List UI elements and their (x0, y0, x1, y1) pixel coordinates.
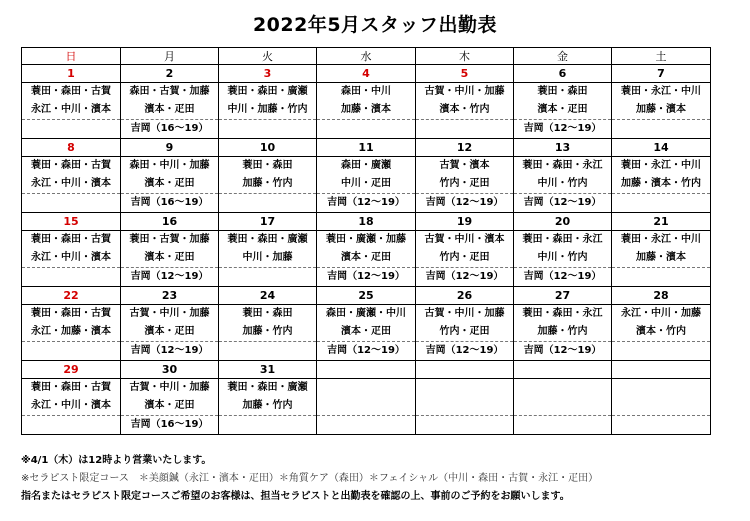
part-time-shift (22, 267, 120, 286)
day-cell (416, 83, 514, 139)
part-time-shift: 吉岡（12～19） (317, 341, 415, 360)
staff-line: 蓑田・森田・古賀 (31, 234, 111, 245)
staff-line: 永江・中川・濱本 (31, 252, 111, 263)
part-time-shift: 吉岡（12～19） (514, 341, 611, 360)
day-cell (317, 379, 416, 435)
staff-line: 濱本・疋田 (144, 326, 195, 337)
staff-line: 森田・古賀・加藤 (129, 86, 210, 97)
staff-line: 濱本・疋田 (144, 252, 195, 263)
weekday-header: 水 (317, 48, 416, 65)
staff-line: 濱本・疋田 (341, 326, 391, 337)
staff-line (612, 397, 710, 415)
day-cell (121, 379, 219, 435)
day-number (317, 361, 416, 379)
staff-line (317, 397, 415, 415)
day-number: 11 (317, 139, 416, 157)
part-time-shift (219, 193, 316, 212)
part-time-shift (219, 415, 316, 434)
staff-line: 古賀・中川・加藤 (424, 308, 505, 319)
day-cell (219, 157, 317, 213)
date-row (22, 213, 711, 231)
part-time-shift: 吉岡（12～19） (514, 119, 611, 138)
staff-line: 加藤・竹内 (242, 178, 293, 189)
staff-line: 蓑田・森田・古賀 (31, 308, 111, 319)
day-cell (514, 83, 612, 139)
staff-line: 森田・中川・加藤 (129, 160, 210, 171)
weekday-header: 金 (514, 48, 612, 65)
staff-line: 古賀・中川・加藤 (424, 86, 505, 97)
day-number: 30 (121, 361, 219, 379)
day-number: 15 (22, 213, 121, 231)
day-cell (612, 379, 711, 435)
staff-line: 古賀・中川・加藤 (129, 382, 210, 393)
staff-line: 永江・中川・濱本 (31, 178, 111, 189)
staff-line: 濱本・疋田 (144, 400, 195, 411)
staff-line: 濱本・竹内 (439, 104, 490, 115)
day-number: 24 (219, 287, 317, 305)
staff-row (22, 157, 711, 213)
staff-line: 蓑田・永江・中川 (621, 160, 701, 171)
day-cell (416, 379, 514, 435)
page-title: 2022年5月スタッフ出勤表 (252, 14, 498, 36)
part-time-shift (612, 267, 710, 286)
staff-line: 濱本・疋田 (537, 104, 588, 115)
part-time-shift: 吉岡（12～19） (416, 341, 513, 360)
day-cell (219, 83, 317, 139)
staff-line: 中川・加藤 (242, 252, 293, 263)
part-time-shift: 吉岡（12～19） (317, 193, 415, 212)
weekday-header: 月 (121, 48, 219, 65)
staff-line: 蓑田・森田・廣瀬 (227, 86, 308, 97)
part-time-shift: 吉岡（12～19） (514, 267, 611, 286)
staff-line (514, 379, 611, 397)
staff-line: 濱本・疋田 (341, 252, 391, 263)
part-time-shift (22, 193, 120, 212)
staff-line: 森田・中川 (341, 86, 391, 97)
staff-line: 永江・加藤・濱本 (31, 326, 111, 337)
staff-line: 中川・竹内 (537, 178, 588, 189)
part-time-shift: 吉岡（16～19） (121, 415, 218, 434)
staff-line: 森田・廣瀬 (341, 160, 391, 171)
staff-line: 加藤・濱本・竹内 (621, 178, 701, 189)
weekday-header: 木 (416, 48, 514, 65)
part-time-shift (612, 415, 710, 434)
day-number: 27 (514, 287, 612, 305)
staff-line (514, 397, 611, 415)
staff-line: 加藤・竹内 (242, 326, 293, 337)
staff-line: 濱本・疋田 (144, 178, 195, 189)
day-number: 12 (416, 139, 514, 157)
staff-line (612, 379, 710, 397)
day-cell (612, 231, 711, 287)
staff-line: 蓑田・森田・永江 (522, 308, 603, 319)
day-number: 14 (612, 139, 711, 157)
staff-line: 加藤・濱本 (341, 104, 391, 115)
weekday-header: 火 (219, 48, 317, 65)
staff-line (416, 397, 513, 415)
note-opening-time: ※4/1（木）は12時より営業いたします。 (21, 455, 212, 466)
part-time-shift (514, 415, 611, 434)
day-number: 3 (219, 65, 317, 83)
weekday-header-row (22, 48, 711, 65)
part-time-shift (416, 119, 513, 138)
staff-line: 蓑田・森田・永江 (522, 234, 603, 245)
staff-line: 竹内・疋田 (439, 326, 490, 337)
part-time-shift (612, 341, 710, 360)
staff-line: 蓑田・森田・古賀 (31, 86, 111, 97)
staff-line (317, 379, 415, 397)
day-cell (514, 379, 612, 435)
staff-line: 中川・加藤・竹内 (227, 104, 308, 115)
day-cell (121, 157, 219, 213)
weekday-header: 土 (612, 48, 711, 65)
staff-line: 蓑田・森田 (242, 308, 293, 319)
day-number (416, 361, 514, 379)
staff-line: 蓑田・永江・中川 (621, 234, 701, 245)
part-time-shift (416, 415, 513, 434)
part-time-shift (22, 119, 120, 138)
part-time-shift (219, 341, 316, 360)
day-cell (317, 231, 416, 287)
staff-line: 濱本・疋田 (144, 104, 195, 115)
staff-line: 永江・中川・濱本 (31, 400, 111, 411)
part-time-shift: 吉岡（12～19） (121, 341, 218, 360)
part-time-shift: 吉岡（12～19） (514, 193, 611, 212)
day-cell (22, 83, 121, 139)
day-number: 1 (22, 65, 121, 83)
date-row (22, 361, 711, 379)
day-number: 8 (22, 139, 121, 157)
staff-line: 加藤・濱本 (636, 104, 686, 115)
day-number: 16 (121, 213, 219, 231)
day-cell (219, 379, 317, 435)
staff-line (416, 379, 513, 397)
day-cell (22, 157, 121, 213)
day-cell (612, 83, 711, 139)
day-cell (219, 231, 317, 287)
day-cell (514, 231, 612, 287)
day-number: 26 (416, 287, 514, 305)
part-time-shift (612, 119, 710, 138)
part-time-shift: 吉岡（12～19） (416, 267, 513, 286)
staff-line: 蓑田・森田・古賀 (31, 160, 111, 171)
day-number: 13 (514, 139, 612, 157)
part-time-shift: 吉岡（16～19） (121, 119, 218, 138)
day-cell (514, 157, 612, 213)
date-row (22, 287, 711, 305)
day-number: 2 (121, 65, 219, 83)
staff-row (22, 305, 711, 361)
staff-line: 竹内・疋田 (439, 178, 490, 189)
part-time-shift: 吉岡（12～19） (416, 193, 513, 212)
day-number: 5 (416, 65, 514, 83)
day-cell (22, 231, 121, 287)
day-number (612, 361, 711, 379)
staff-line: 蓑田・森田・廣瀬 (227, 234, 308, 245)
part-time-shift (219, 267, 316, 286)
day-cell (219, 305, 317, 361)
staff-line: 加藤・濱本 (636, 252, 686, 263)
staff-row (22, 379, 711, 435)
staff-line: 中川・竹内 (537, 252, 588, 263)
staff-line: 蓑田・森田・古賀 (31, 382, 111, 393)
part-time-shift (22, 341, 120, 360)
day-number: 22 (22, 287, 121, 305)
day-number: 10 (219, 139, 317, 157)
notes-section (21, 452, 731, 506)
staff-row (22, 83, 711, 139)
weekday-header: 日 (22, 48, 121, 65)
staff-line: 中川・疋田 (341, 178, 391, 189)
date-row (22, 65, 711, 83)
day-number: 6 (514, 65, 612, 83)
staff-line: 永江・中川・濱本 (31, 104, 111, 115)
day-cell (121, 231, 219, 287)
part-time-shift (317, 119, 415, 138)
day-cell (416, 231, 514, 287)
day-number: 23 (121, 287, 219, 305)
day-number: 20 (514, 213, 612, 231)
day-number: 31 (219, 361, 317, 379)
staff-line: 森田・廣瀬・中川 (326, 308, 406, 319)
staff-line: 加藤・竹内 (242, 400, 293, 411)
day-cell (514, 305, 612, 361)
part-time-shift: 吉岡（16～19） (121, 193, 218, 212)
day-number: 4 (317, 65, 416, 83)
staff-line: 蓑田・古賀・加藤 (129, 234, 210, 245)
day-number: 19 (416, 213, 514, 231)
day-cell (121, 83, 219, 139)
part-time-shift (612, 193, 710, 212)
staff-line: 蓑田・森田 (242, 160, 293, 171)
day-cell (416, 305, 514, 361)
note-reservation: 指名またはセラピスト限定コースご希望のお客様は、担当セラピストと出勤表を確認の上、事前のご予約をお願いします。 (21, 491, 570, 502)
staff-line: 蓑田・森田・永江 (522, 160, 603, 171)
part-time-shift (317, 415, 415, 434)
staff-line: 加藤・竹内 (537, 326, 588, 337)
day-cell (317, 305, 416, 361)
part-time-shift: 吉岡（12～19） (317, 267, 415, 286)
day-cell (121, 305, 219, 361)
day-cell (416, 157, 514, 213)
calendar-table (21, 47, 711, 435)
day-number: 18 (317, 213, 416, 231)
day-cell (317, 83, 416, 139)
day-number: 21 (612, 213, 711, 231)
day-number: 28 (612, 287, 711, 305)
staff-line: 濱本・竹内 (636, 326, 686, 337)
day-cell (317, 157, 416, 213)
staff-line: 古賀・濱本 (439, 160, 490, 171)
staff-line: 蓑田・永江・中川 (621, 86, 701, 97)
part-time-shift (219, 119, 316, 138)
part-time-shift: 吉岡（12～19） (121, 267, 218, 286)
day-number (514, 361, 612, 379)
staff-line: 永江・中川・加藤 (621, 308, 701, 319)
day-number: 25 (317, 287, 416, 305)
day-number: 29 (22, 361, 121, 379)
staff-line: 蓑田・森田 (537, 86, 588, 97)
day-cell (22, 379, 121, 435)
staff-line: 竹内・疋田 (439, 252, 490, 263)
day-cell (612, 305, 711, 361)
part-time-shift (22, 415, 120, 434)
day-number: 7 (612, 65, 711, 83)
staff-row (22, 231, 711, 287)
day-number: 17 (219, 213, 317, 231)
day-number: 9 (121, 139, 219, 157)
staff-line: 蓑田・森田・廣瀬 (227, 382, 308, 393)
date-row (22, 139, 711, 157)
staff-line: 古賀・中川・加藤 (129, 308, 210, 319)
staff-line: 古賀・中川・濱本 (424, 234, 505, 245)
staff-line: 蓑田・廣瀬・加藤 (326, 234, 406, 245)
note-therapist-courses: ※セラピスト限定コース ＊美顔鍼（永江・濱本・疋田）＊角質ケア（森田）＊フェイシャル（中川・森田・古賀・永江・疋田） (21, 473, 599, 484)
day-cell (22, 305, 121, 361)
day-cell (612, 157, 711, 213)
